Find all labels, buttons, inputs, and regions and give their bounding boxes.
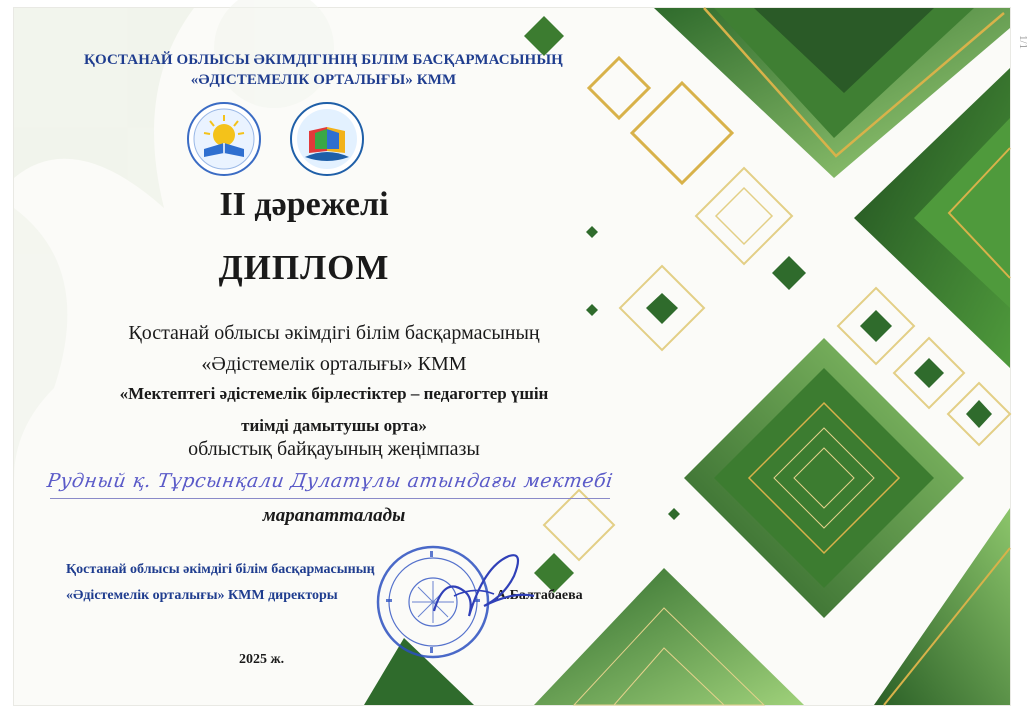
methodical-center-logo: [289, 101, 365, 177]
issue-year: 2025 ж.: [239, 652, 285, 667]
director-signature: [414, 536, 554, 636]
contest-title-line-1: «Мектептегі әдістемелік бірлестіктер – педагогтер үшін: [119, 384, 549, 403]
degree-label: II дәрежелі: [219, 186, 389, 223]
signatory-line-1: Қостанай облысы әкімдігі білім басқармасының: [66, 562, 375, 577]
emblem-logo: [186, 101, 262, 177]
body-line-1: Қостанай облысы әкімдігі білім басқармасының: [128, 322, 540, 344]
recipient-underline: [50, 498, 610, 499]
page-mark: 1/1: [1017, 34, 1029, 50]
header-line-2: «ӘДІСТЕМЕЛІК ОРТАЛЫҒЫ» КММ: [190, 72, 457, 88]
body-line-2: «Әдістемелік орталығы» КММ: [201, 353, 467, 375]
diploma-title: ДИПЛОМ: [218, 248, 390, 287]
signatory-name: А.Балтабаева: [496, 588, 583, 603]
diploma-sheet: [14, 8, 1029, 705]
awarded-label: марапатталады: [262, 505, 406, 526]
contest-title-line-2: тиімді дамытушы орта»: [241, 416, 427, 435]
signatory-line-2: «Әдістемелік орталығы» КММ директоры: [66, 588, 338, 603]
recipient-handwritten: Рудный қ. Тұрсынқали Дулатұлы атындағы мектебі: [45, 470, 615, 492]
header-line-1: ҚОСТАНАЙ ОБЛЫСЫ ӘКІМДІГІНІҢ БІЛІМ БАСҚАРМАСЫНЫҢ: [84, 52, 563, 68]
body-line-5: облыстық байқауының жеңімпазы: [188, 438, 480, 460]
